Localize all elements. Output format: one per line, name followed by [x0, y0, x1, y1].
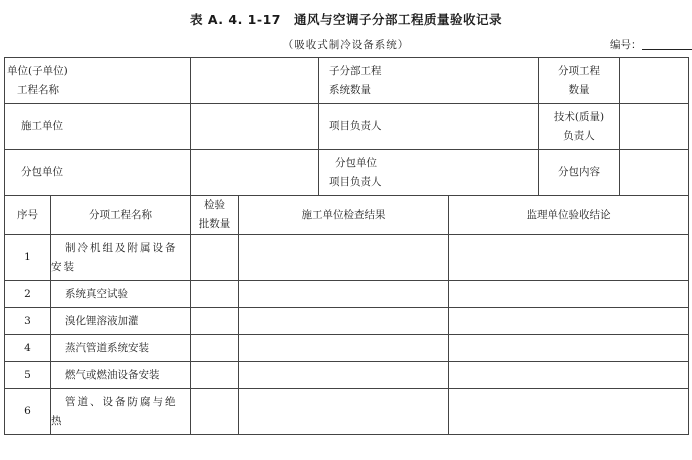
serial-label: 编号： [610, 39, 642, 51]
row-conclusion[interactable] [449, 235, 689, 281]
row-check-result[interactable] [239, 308, 449, 335]
project-lead-label: 项目负责人 [319, 104, 539, 150]
row-item-name: 管道、设备防腐与绝 热 [51, 389, 191, 435]
row-no: 5 [5, 362, 51, 389]
item-count-label: 分项工程 数量 [539, 58, 620, 103]
table-row [5, 235, 689, 281]
unit-name-value[interactable] [191, 58, 319, 104]
item-count-value[interactable] [620, 58, 688, 103]
tech-lead-label: 技术(质量) 负责人 [539, 104, 620, 149]
subcontractor-value[interactable] [191, 150, 319, 196]
row-check-result[interactable] [239, 235, 449, 281]
row-no: 1 [5, 235, 51, 281]
acceptance-record-table [4, 57, 689, 435]
sub-content-label: 分包内容 [539, 150, 620, 195]
header-no: 序号 [5, 196, 51, 235]
form-subtitle: （吸收式制冷设备系统） [282, 39, 410, 51]
row-batch-count[interactable] [191, 335, 239, 362]
row-conclusion[interactable] [449, 308, 689, 335]
form-title: 表 A. 4. 1-17 通风与空调子分部工程质量验收记录 [190, 12, 502, 27]
serial-number [610, 37, 692, 52]
info-row-project [5, 58, 689, 104]
header-check-result: 施工单位检查结果 [239, 196, 449, 235]
tech-lead-value[interactable] [620, 104, 688, 149]
row-item-name: 蒸汽管道系统安装 [51, 335, 191, 362]
info-row-constructor [5, 104, 689, 150]
row-item-name: 制冷机组及附属设备 安装 [51, 235, 191, 281]
row-no: 6 [5, 389, 51, 435]
table-row [5, 281, 689, 308]
row-no: 3 [5, 308, 51, 335]
row-check-result[interactable] [239, 335, 449, 362]
unit-name-label: 单位(子单位) 工程名称 [5, 58, 191, 104]
sub-lead-label: 分包单位 项目负责人 [319, 150, 539, 196]
row-batch-count[interactable] [191, 389, 239, 435]
row-no: 2 [5, 281, 51, 308]
table-row [5, 335, 689, 362]
tech-lead-cell [539, 104, 689, 150]
table-row [5, 308, 689, 335]
row-conclusion[interactable] [449, 281, 689, 308]
row-check-result[interactable] [239, 362, 449, 389]
table-row [5, 362, 689, 389]
subcontractor-label: 分包单位 [5, 150, 191, 196]
header-batch-count: 检验 批数量 [191, 196, 239, 235]
sub-count-label: 子分部工程 系统数量 [319, 58, 539, 104]
table-header-row [5, 196, 689, 235]
item-count-cell [539, 58, 689, 104]
row-no: 4 [5, 335, 51, 362]
sub-content-cell [539, 150, 689, 196]
row-check-result[interactable] [239, 281, 449, 308]
row-batch-count[interactable] [191, 235, 239, 281]
row-item-name: 溴化锂溶液加灌 [51, 308, 191, 335]
row-batch-count[interactable] [191, 362, 239, 389]
constructor-value[interactable] [191, 104, 319, 150]
row-batch-count[interactable] [191, 281, 239, 308]
row-item-name: 燃气或燃油设备安装 [51, 362, 191, 389]
row-check-result[interactable] [239, 389, 449, 435]
table-row [5, 389, 689, 435]
row-conclusion[interactable] [449, 389, 689, 435]
constructor-label: 施工单位 [5, 104, 191, 150]
header-conclusion: 监理单位验收结论 [449, 196, 689, 235]
row-item-name: 系统真空试验 [51, 281, 191, 308]
row-conclusion[interactable] [449, 362, 689, 389]
header-item: 分项工程名称 [51, 196, 191, 235]
serial-number-field[interactable] [642, 39, 692, 50]
row-conclusion[interactable] [449, 335, 689, 362]
sub-content-value[interactable] [620, 150, 688, 195]
info-row-subcontractor [5, 150, 689, 196]
row-batch-count[interactable] [191, 308, 239, 335]
